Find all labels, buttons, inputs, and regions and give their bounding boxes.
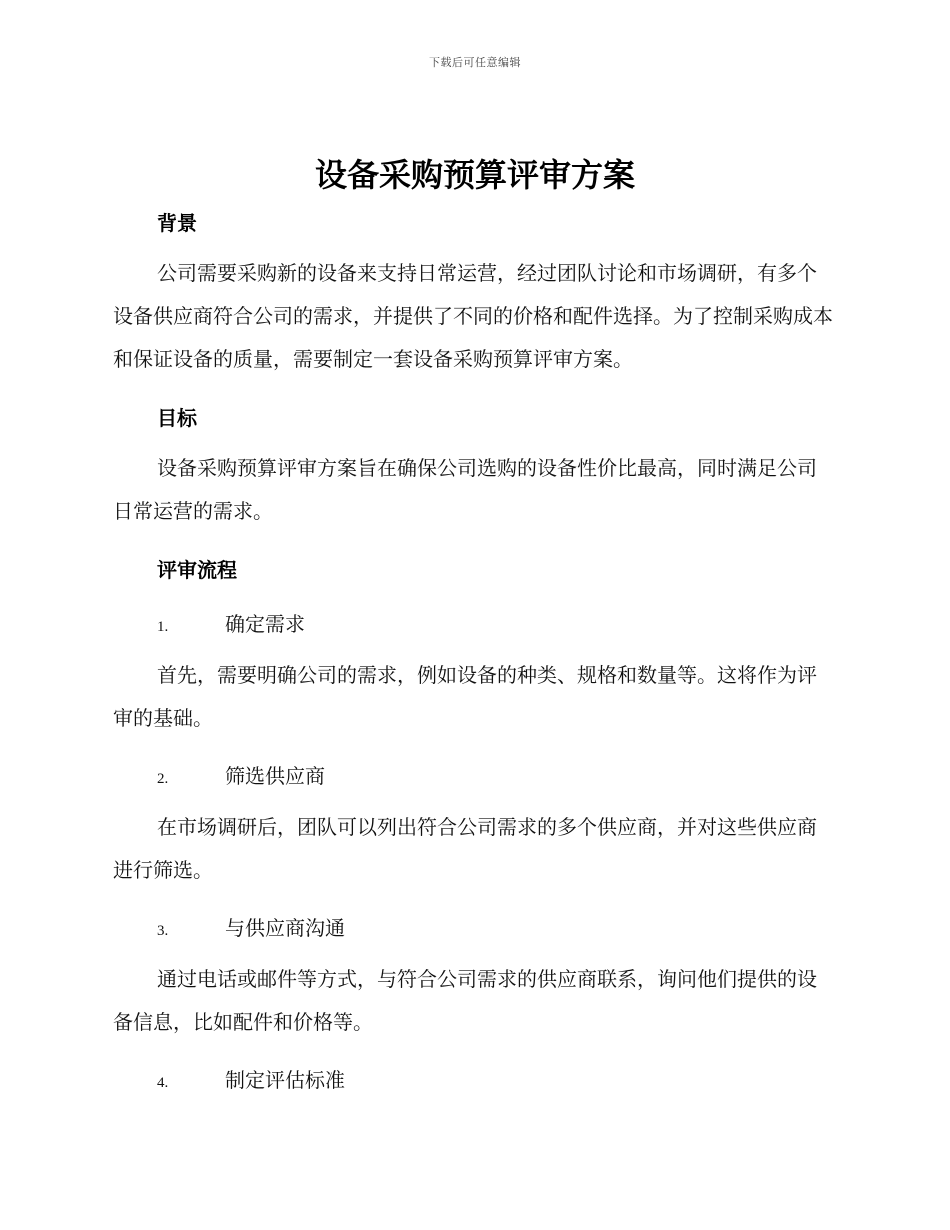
paragraph-background: 公司需要采购新的设备来支持日常运营，经过团队讨论和市场调研，有多个设备供应商符合公司的需求，并提供了不同的价格和配件选择。为了控制采购成本和保证设备的质量，需要制定一套设备采购预算评审方案。 [113,261,833,371]
list-number: 3. [157,923,169,939]
list-item-step-2 [157,760,325,789]
paragraph-goal: 设备采购预算评审方案旨在确保公司选购的设备性价比最高，同时满足公司日常运营的需求。 [113,456,817,523]
list-number: 4. [157,1075,169,1091]
paragraph-step-3: 通过电话或邮件等方式，与符合公司需求的供应商联系，询问他们提供的设备信息，比如配件和价格等。 [113,967,817,1034]
section-heading-background: 背景 [157,211,197,235]
list-item-step-3 [157,912,345,941]
list-label: 确定需求 [225,612,305,636]
section-heading-goal: 目标 [157,406,197,430]
list-number: 1. [157,619,169,635]
paragraph-step-1: 首先，需要明确公司的需求，例如设备的种类、规格和数量等。这将作为评审的基础。 [113,663,817,730]
list-item-step-4 [157,1064,345,1093]
document-title: 设备采购预算评审方案 [314,156,635,194]
list-item-step-1 [157,608,305,637]
list-number: 2. [157,771,169,787]
list-label: 筛选供应商 [225,764,325,788]
list-label: 制定评估标准 [225,1068,345,1092]
section-heading-process: 评审流程 [157,558,237,582]
list-label: 与供应商沟通 [225,916,345,940]
header-note: 下载后可任意编辑 [429,56,521,69]
paragraph-step-2: 在市场调研后，团队可以列出符合公司需求的多个供应商，并对这些供应商进行筛选。 [113,815,817,882]
